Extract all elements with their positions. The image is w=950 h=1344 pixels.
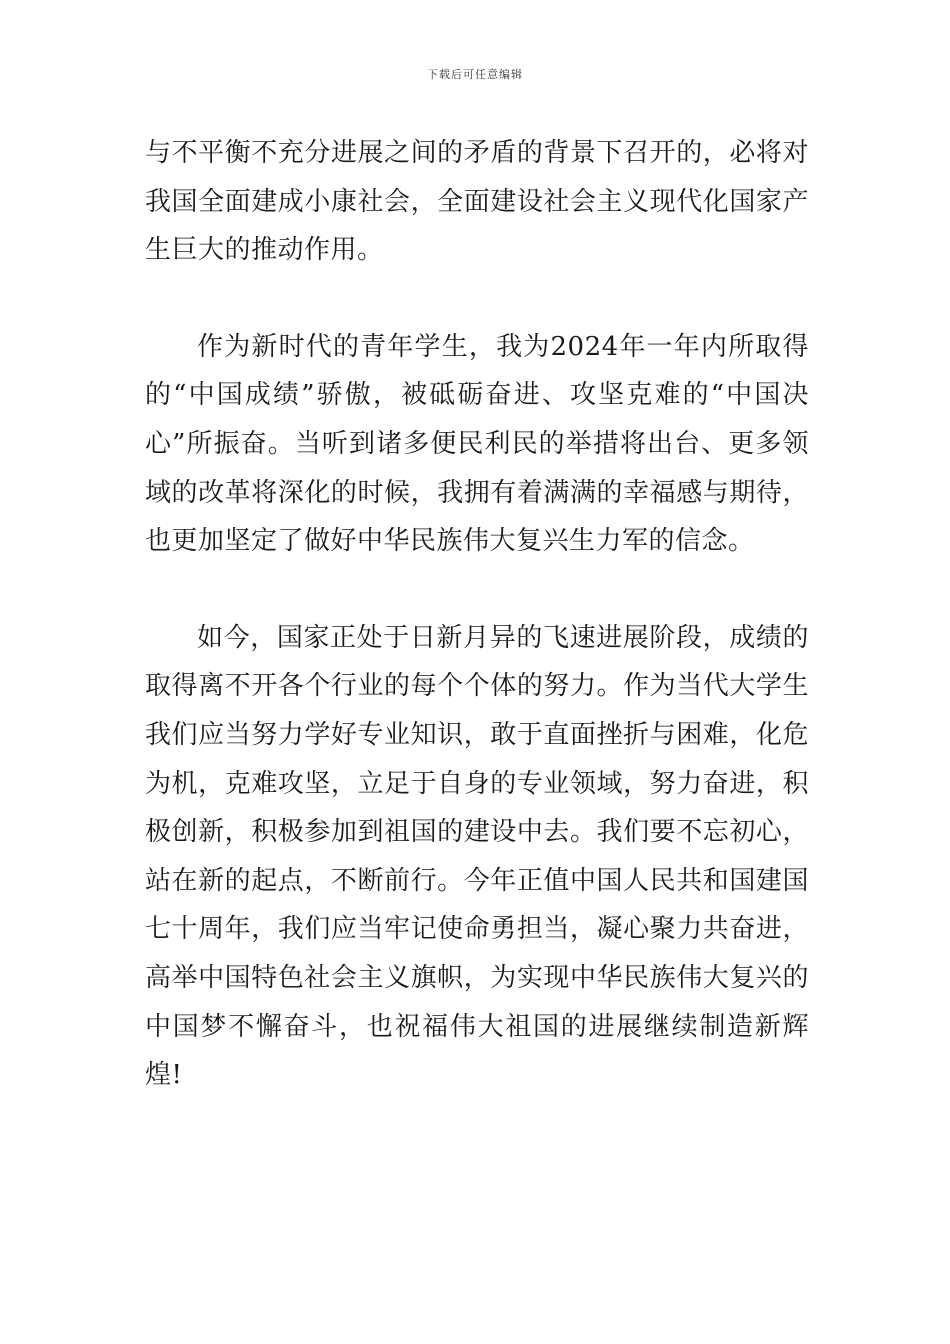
header-note: 下载后可任意编辑 bbox=[427, 68, 523, 81]
document-body bbox=[145, 129, 809, 1100]
paragraph-3: 如今，国家正处于日新月异的飞速进展阶段，成绩的取得离不开各个行业的每个个体的努力。作为当代大学生我们应当努力学好专业知识，敢于直面挫折与困难，化危为机，克难攻坚，立足于自身的专业领域，努力奋进，积极创新，积极参加到祖国的建设中去。我们要不忘初心，站在新的起点，不断前行。今年正值中国人民共和国建国七十周年，我们应当牢记使命勇担当，凝心聚力共奋进，高举中国特色社会主义旗帜，为实现中华民族伟大复兴的中国梦不懈奋斗，也祝福伟大祖国的进展继续制造新辉煌! bbox=[145, 622, 809, 1091]
paragraph-1: 与不平衡不充分进展之间的矛盾的背景下召开的，必将对我国全面建成小康社会，全面建设社会主义现代化国家产生巨大的推动作用。 bbox=[145, 138, 809, 266]
paragraph-2: 作为新时代的青年学生，我为2024年一年内所取得的“中国成绩”骄傲，被砥砺奋进、攻坚克难的“中国决心”所振奋。当听到诸多便民利民的举措将出台、更多领域的改革将深化的时候，我拥有着满满的幸福感与期待，也更加坚定了做好中华民族伟大复兴生力军的信念。 bbox=[145, 331, 809, 557]
